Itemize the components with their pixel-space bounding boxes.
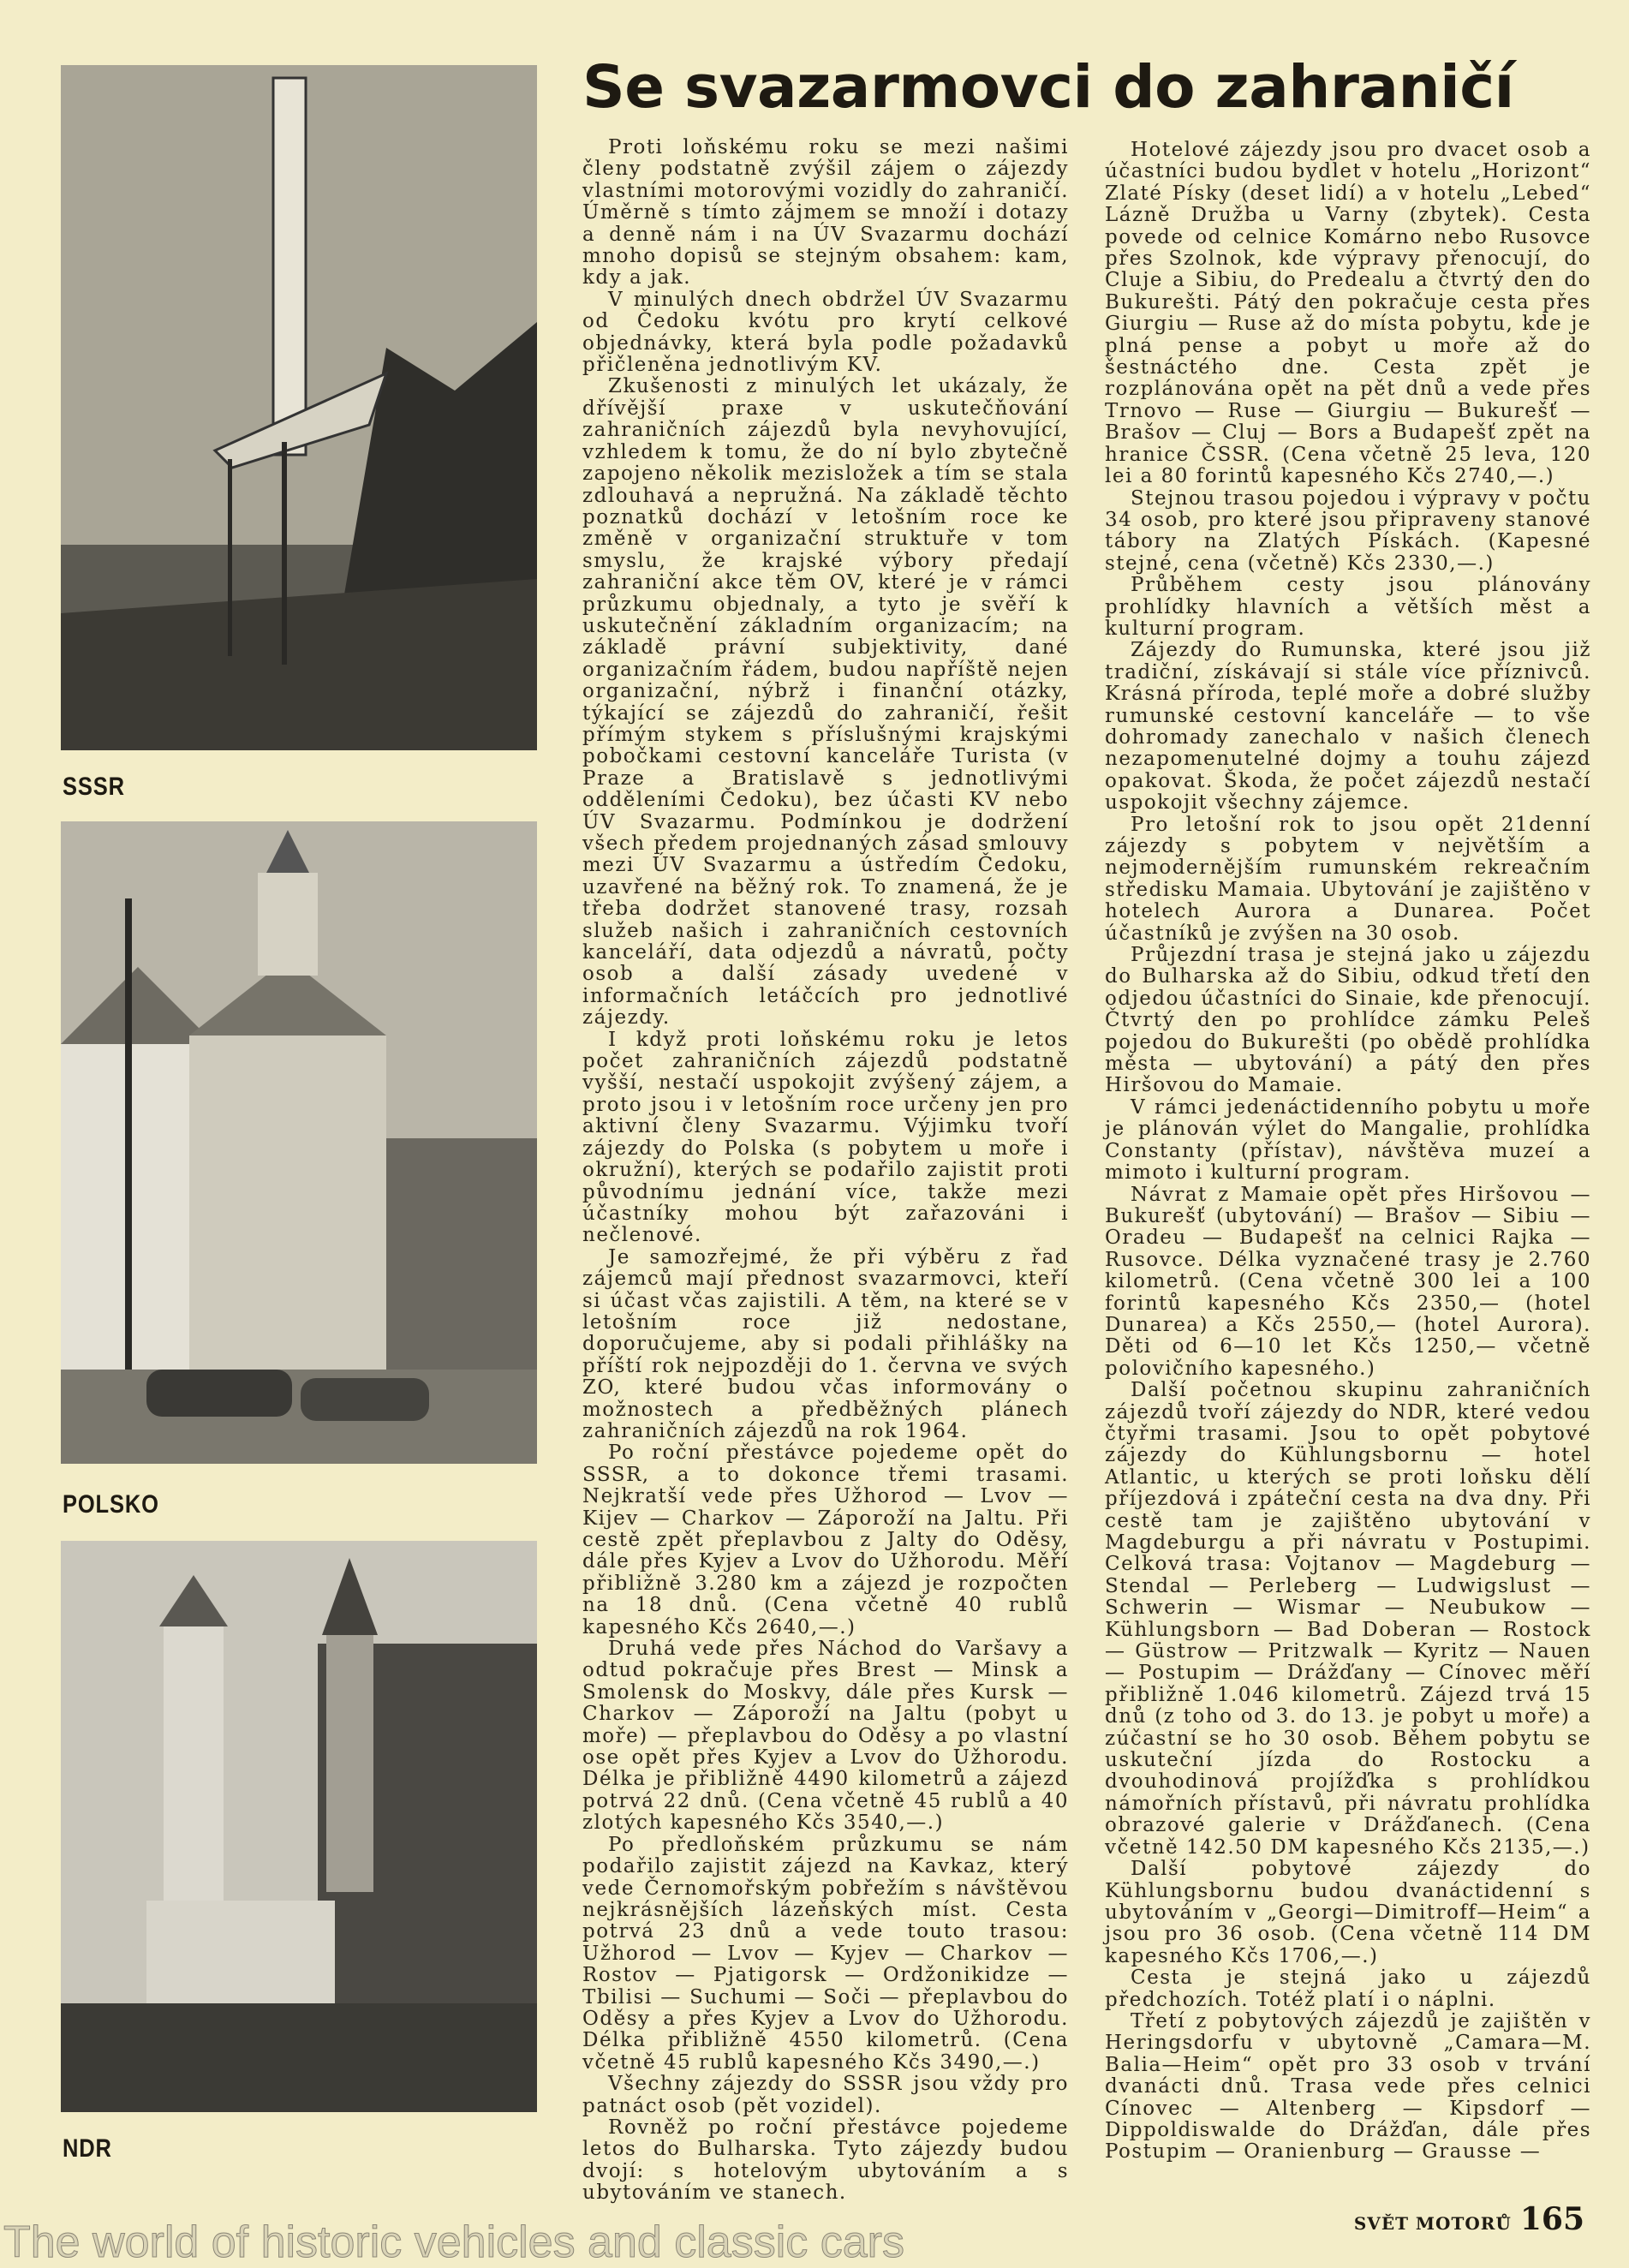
paragraph: Všechny zájezdy do SSSR jsou vždy pro patnáct osob (pět vozidel). — [582, 2073, 1069, 2117]
photo-caption-ndr: NDR — [63, 2134, 112, 2163]
paragraph: V minulých dnech obdržel ÚV Svazarmu od Čedoku kvótu pro krytí celkové objednávky, která byla podle požadavků přičleněna jednotlivým KV. — [582, 288, 1069, 377]
paragraph: Stejnou trasou pojedou i výpravy v počtu 34 osob, pro které jsou připraveny stanové tábory na Zlatých Pískách. (Kapesné stejné, cena (včetně) Kčs 2330,—.) — [1105, 486, 1591, 575]
photo-caption-polsko: POLSKO — [63, 1490, 159, 1519]
paragraph: Návrat z Mamaie opět přes Hiršovou — Bukurešť (ubytování) — Brašov — Sibiu — Oradeu — Budapešť na celnici Rajka — Rusovce. Délka vyznačené trasy je 2.760 kilometrů. (Cena včetně 300 lei a 100 forintů kapesného Kčs 2350,— (hotel Dunarea) a Kčs 2550,— (hotel Aurora). Děti od 6—10 let Kčs 1250,— včetně polovičního kapesného.) — [1105, 1183, 1591, 1380]
article-column-2 — [1105, 140, 1591, 2182]
paragraph: Po roční přestávce pojedeme opět do SSSR, a to dokonce třemi trasami. Nejkratší vede přes Užhorod — Lvov — Kijev — Charkov — Záporoží na Jaltu. Při cestě zpět přeplavbou z Jalty do Oděsy, dále přes Kyjev a Lvov do Užhorodu. Měří přibližně 3.280 km a zájezd je rozpočten na 18 dnů. (Cena včetně 40 rublů kapesného Kčs 2640,—.) — [582, 1441, 1069, 1638]
paragraph: Průjezdní trasa je stejná jako u zájezdu do Bulharska až do Sibiu, odkud třetí den odjedou účastníci do Sinaie, kde přenocují. Čtvrtý den po prohlídce zámku Peleš pojedou do Bukurešti (po obědě prohlídka města — ubytování) a pátý den přes Hiršovou do Mamaie. — [1105, 944, 1591, 1097]
paragraph: Třetí z pobytových zájezdů je zajištěn v Heringsdorfu v ubytovně „Camara—M. Balia—Heim“ opět pro 33 osob v trvání dvanácti dnů. Trasa vede přes celnici Cínovec — Altenberg — Kipsdorf — Dippoldiswalde do Drážďan, dále přes Postupim — Oranienburg — Grausse — — [1105, 2009, 1591, 2164]
paragraph: Cesta je stejná jako u zájezdů předchozích. Totéž platí i o náplni. — [1105, 1967, 1591, 2011]
page-number: 165 — [1519, 2201, 1584, 2237]
photo-polsko-town-hall — [61, 821, 537, 1464]
page-footer — [1354, 2201, 1584, 2237]
paragraph: Průběhem cesty jsou plánovány prohlídky hlavních a větších měst a kulturní program. — [1105, 574, 1591, 640]
paragraph: Zkušenosti z minulých let ukázaly, že dřívější praxe v uskutečňování zahraničních zájezdů byla nevyhovující, vzhledem k tomu, že do ní bylo zbytečně zapojeno několik mezisložek a tím se stala zdlouhavá a nepružná. Na základě těchto poznatků dochází v letošním roce ke změně v organizační struktuře v tom smyslu, že krajské výbory předají zahraniční akce těm OV, které je v rámci průzkumu objednaly, a tyto je svěří k uskutečnění základním organizacím; na základě právní subjektivity, dané organizačním řádem, budou napříště nejen organizační, nýbrž i finanční otázky, týkající se zájezdů do zahraničí, řešit přímým stykem s příslušnými krajskými pobočkami cestovní kanceláře Turista (v Praze a Bratislavě s jednotlivými odděleními Čedoku), bez účasti KV nebo ÚV Svazarmu. Podmínkou je dodržení všech předem projednaných zásad smlouvy mezi ÚV Svazarmu a ústředím Čedoku, uzavřené na běžný rok. To znamená, že je třeba dodržet stanovené trasy, rozsah služeb našich i zahraničních cestovních kanceláří, data odjezdů a návratů, počty osob a další zásady uvedené v informačních letáčcích pro jednotlivé zájezdy. — [582, 375, 1069, 1030]
paragraph: Proti loňskému roku se mezi našimi členy podstatně zvýšil zájem o zájezdy vlastními motorovými vozidly do zahraničí. Úměrně s tímto zájmem se množí i dotazy a denně nám i na ÚV Svazarmu dochází mnoho dopisů se stejným obsahem: kam, kdy a jak. — [582, 136, 1069, 289]
article-title: Se svazarmovci do zahraničí — [582, 53, 1514, 122]
paragraph: Po předloňském průzkumu se nám podařilo zajistit zájezd na Kavkaz, který vede Černomořským pobřežím s návštěvou nejkrásnějších lázeňských míst. Cesta potrvá 23 dnů a vede touto trasou: Užhorod — Lvov — Kyjev — Charkov — Rostov — Pjatigorsk — Ordžonikidze — Tbilisi — Suchumi — Soči — přeplavbou do Oděsy a přes Kyjev a Lvov do Užhorodu. Délka přibližně 4550 kilometrů. (Cena včetně 45 rublů kapesného Kčs 3490,—.) — [582, 1833, 1069, 2074]
paragraph: Hotelové zájezdy jsou pro dvacet osob a účastníci budou bydlet v hotelu „Horizont“ Zlaté Písky (deset lidí) a v hotelu „Lebed“ Lázně Družba u Varny (zbytek). Cesta povede od celnice Komárno nebo Rusovce přes Szolnok, kde výpravy přenocují, do Cluje a Sibiu, do Predealu a čtvrtý den do Bukurešti. Pátý den pokračuje cesta přes Giurgiu — Ruse až do místa pobytu, kde je plná pense a pobyt u moře až do šestnáctého dne. Cesta zpět je rozplánována opět na pět dnů a vede přes Trnovo — Ruse — Giurgiu — Bukurešť — Brašov — Cluj — Bors a Budapešť zpět na hranice ČSSR. (Cena včetně 25 leva, 120 lei a 80 forintů kapesného Kčs 2740,—.) — [1105, 139, 1591, 488]
photo-caption-sssr: SSSR — [63, 773, 125, 801]
paragraph: V rámci jedenáctidenního pobytu u moře je plánován výlet do Mangalie, prohlídka Constanty (přístav), návštěva muzeí a mimoto i kulturní program. — [1105, 1095, 1591, 1185]
paragraph: Pro letošní rok to jsou opět 21denní zájezdy s pobytem v největším a nejmodernějším rumunském rekreačním středisku Mamaia. Ubytování je zajištěno v hotelech Aurora a Dunarea. Počet účastníků je zvýšen na 30 osob. — [1105, 813, 1591, 945]
photo-ndr-castle-towers — [61, 1541, 537, 2112]
paragraph: Druhá vede přes Náchod do Varšavy a odtud pokračuje přes Brest — Minsk a Smolensk do Moskvy, dále přes Kursk — Charkov — Záporoží na Jaltu (pobyt u moře) — přeplavbou do Oděsy a po vlastní ose opět přes Kyjev a Lvov do Užhorodu. Délka je přibližně 4490 kilometrů a zájezd potrvá 22 dnů. (Cena včetně 45 rublů a 40 zlotých kapesného Kčs 3540,—.) — [582, 1638, 1069, 1835]
paragraph: Další pobytové zájezdy do Kühlungsbornu budou dvanáctidenní s ubytováním v „Georgi—Dimitroff—Heim“ a jsou pro 36 osob. (Cena včetně 114 DM kapesného Kčs 1706,—.) — [1105, 1858, 1591, 1967]
paragraph: Je samozřejmé, že při výběru z řad zájemců mají přednost svazarmovci, kteří si účast včas zajistili. A těm, na které se v letošním roce již nedostane, doporučujeme, aby si podali přihlášky na příští rok nejpozději do 1. června ve svých ZO, které budou včas informovány o možnostech a předběžných plánech zahraničních zájezdů na rok 1964. — [582, 1245, 1069, 1442]
paragraph: Rovněž po roční přestávce pojedeme letos do Bulharska. Tyto zájezdy budou dvojí: s hotelovým ubytováním a s ubytováním ve stanech. — [582, 2116, 1069, 2205]
paragraph: Další početnou skupinu zahraničních zájezdů tvoří zájezdy do NDR, které vedou čtyřmi trasami. Jsou to opět pobytové zájezdy do Kühlungsbornu — hotel Atlantic, u kterých se proti loňsku dělí příjezdová i zpáteční cesta na dva dny. Při cestě tam je zajištěno ubytování v Magdeburgu a při návratu v Postupimi. Celková trasa: Vojtanov — Magdeburg — Stendal — Perleberg — Ludwigslust — Schwerin — Wismar — Neubukow — Kühlungsborn — Bad Doberan — Rostock — Güstrow — Pritzwalk — Kyritz — Nauen — Postupim — Drážďany — Cínovec měří přibližně 1.046 kilometrů. Zájezd trvá 15 dnů (z toho od 3. do 13. je pobyt u moře) a zúčastní se ho 30 osob. Během pobytu se uskuteční jízda do Rostocku a dvouhodinová projížďka s prohlídkou námořních přístavů, při návratu prohlídka obrazové galerie v Drážďanech. (Cena včetně 142.50 DM kapesného Kčs 2135,—.) — [1105, 1379, 1591, 1859]
paragraph: Zájezdy do Rumunska, které jsou již tradiční, získávají si stále více příznivců. Krásná příroda, teplé moře a dobré služby rumunské cestovní kanceláře — to vše dohromady zanechalo v našich členech nezapomenutelné dojmy a touhu zájezd opakovat. Škoda, že počet zájezdů nestačí uspokojit všechny zájemce. — [1105, 639, 1591, 815]
magazine-name: SVĚT MOTORŮ — [1353, 2213, 1512, 2234]
watermark-text: The world of historic vehicles and classic cars — [3, 2217, 904, 2267]
photo-sssr-roadside-sign — [61, 65, 537, 750]
article-column-1 — [582, 136, 1069, 2205]
paragraph: I když proti loňskému roku je letos počet zahraničních zájezdů podstatně vyšší, nestačí uspokojit zvýšený zájem, a proto jsou i v letošním roce určeny jen pro aktivní členy Svazarmu. Výjimku tvoří zájezdy do Polska (s pobytem u moře i okružní), kterých se podařilo zajistit proti původnímu jednání více, takže mezi účastníky mohou být zařazováni i nečlenové. — [582, 1028, 1069, 1247]
